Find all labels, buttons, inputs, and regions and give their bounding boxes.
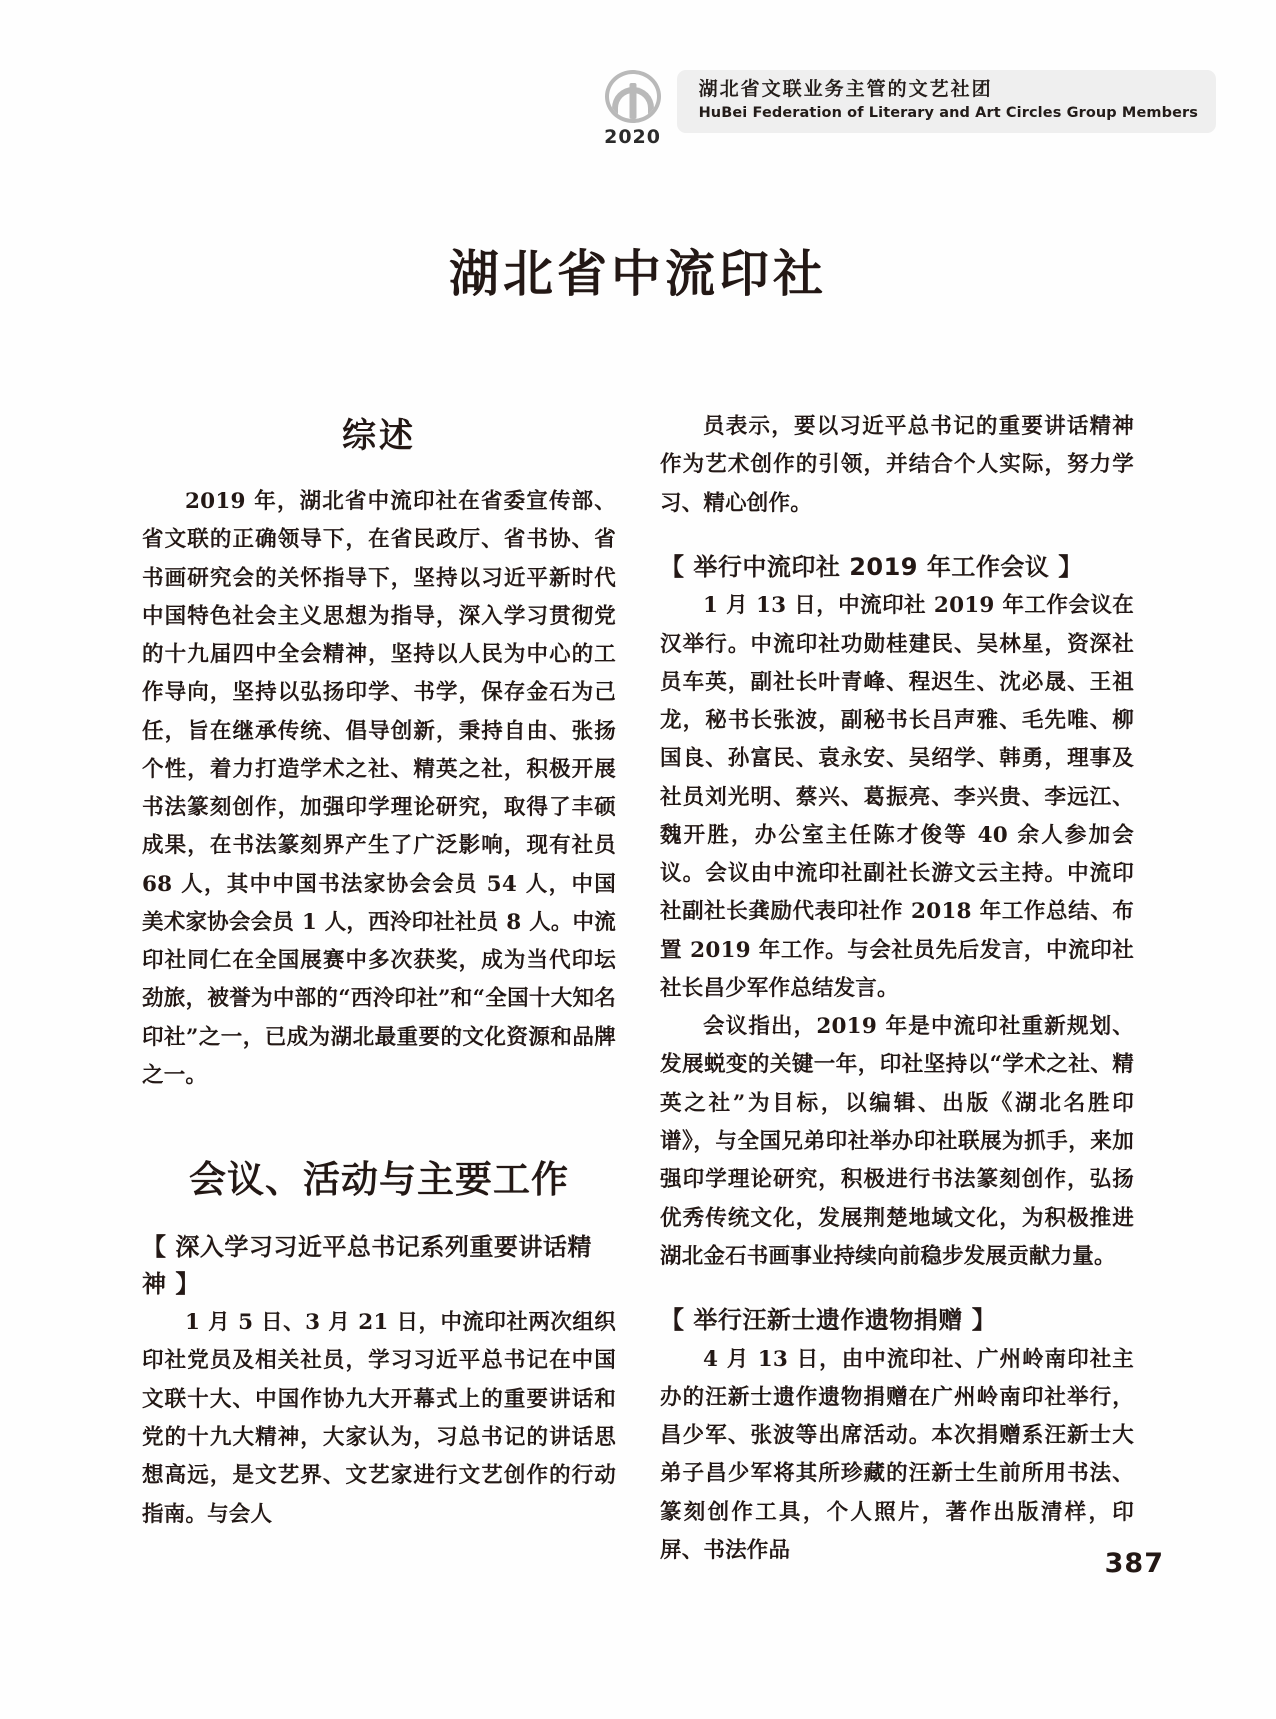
running-header <box>595 70 1216 148</box>
continued-paragraph: 员表示，要以习近平总书记的重要讲话精神作为艺术创作的引领，并结合个人实际，努力学习、精心创作。 <box>660 414 1134 516</box>
major-heading: 会议、活动与主要工作 <box>189 1158 569 1202</box>
sub-heading-study-spirit: 【 深入学习习近平总书记系列重要讲话精神 】 <box>142 1233 592 1298</box>
header-band-chinese: 湖北省文联业务主管的文艺社团 <box>698 78 993 100</box>
hubei-federation-logo-icon <box>605 70 661 123</box>
logo-year-label: 2020 <box>604 126 661 148</box>
header-band <box>677 70 1216 133</box>
work-meeting-paragraph-2: 会议指出，2019 年是中流印社重新规划、发展蜕变的关键一年，印社坚持以“学术之社、精英之社”为目标，以编辑、出版《湖北名胜印谱》，与全国兄弟印社举办印社联展为抓手，来加强印学理论研究，积极进行书法篆刻创作，弘扬优秀传统文化，发展荆楚地域文化，为积极推进湖北金石书画事业持续向前稳步发展贡献力量。 <box>660 1014 1134 1269</box>
page-number: 387 <box>1104 1548 1164 1579</box>
body-columns <box>142 408 1134 1570</box>
page-title: 湖北省中流印社 <box>449 243 827 303</box>
header-logo <box>595 70 671 148</box>
donation-paragraph: 4 月 13 日，由中流印社、广州岭南印社主办的汪新士遗作遗物捐赠在广州岭南印社举行，昌少军、张波等出席活动。本次捐赠系汪新士大弟子昌少军将其所珍藏的汪新士生前所用书法、篆刻创作工具，个人照片，著作出版清样，印屏、书法作品 <box>660 1346 1134 1563</box>
header-band-english: HuBei Federation of Literary and Art Circles Group Members <box>698 104 1198 121</box>
right-column <box>660 408 1134 1570</box>
sub-paragraph-study-spirit: 1 月 5 日、3 月 21 日，中流印社两次组织印社党员及相关社员，学习习近平总书记在中国文联十大、中国作协九大开幕式上的重要讲话和党的十九大精神，大家认为，习总书记的讲话思想高远，是文艺界、文艺家进行文艺创作的行动指南。与会人 <box>142 1310 616 1527</box>
work-meeting-paragraph-1: 1 月 13 日，中流印社 2019 年工作会议在汉举行。中流印社功勋桂建民、吴林星，资深社员车英，副社长叶青峰、程迟生、沈必晟、王祖龙，秘书长张波，副秘书长吕声雅、毛先唯、柳国良、孙富民、袁永安、吴绍学、韩勇，理事及社员刘光明、蔡兴、葛振亮、李兴贵、李远江、魏开胜，办公室主任陈才俊等 40 余人参加会议。会议由中流印社副社长游文云主持。中流印社副社长龚励代表印社作 2018 年工作总结、布置 2019 年工作。与会社员先后发言，中流印社社长昌少军作总结发言。 <box>660 593 1134 1001</box>
sub-heading-2019-work-meeting: 【 举行中流印社 2019 年工作会议 】 <box>660 552 1083 581</box>
left-column <box>142 408 616 1570</box>
sub-heading-wang-xinshi-donation: 【 举行汪新士遗作遗物捐赠 】 <box>660 1306 997 1335</box>
overview-paragraph: 2019 年，湖北省中流印社在省委宣传部、省文联的正确领导下，在省民政厅、省书协、省书画研究会的关怀指导下，坚持以习近平新时代中国特色社会主义思想为指导，深入学习贯彻党的十九届四中全会精神，坚持以人民为中心的工作导向，坚持以弘扬印学、书学，保存金石为己任，旨在继承传统、倡导创新，秉持自由、张扬个性，着力打造学术之社、精英之社，积极开展书法篆刻创作，加强印学理论研究，取得了丰硕成果，在书法篆刻界产生了广泛影响，现有社员 68 人，其中中国书法家协会会员 54 人，中国美术家协会会员 1 人，西泠印社社员 8 人。中流印社同仁在全国展赛中多次获奖，成为当代印坛劲旅，被誉为中部的“西泠印社”和“全国十大知名印社”之一，已成为湖北最重要的文化资源和品牌之一。 <box>142 489 616 1088</box>
overview-heading: 综述 <box>342 416 416 456</box>
